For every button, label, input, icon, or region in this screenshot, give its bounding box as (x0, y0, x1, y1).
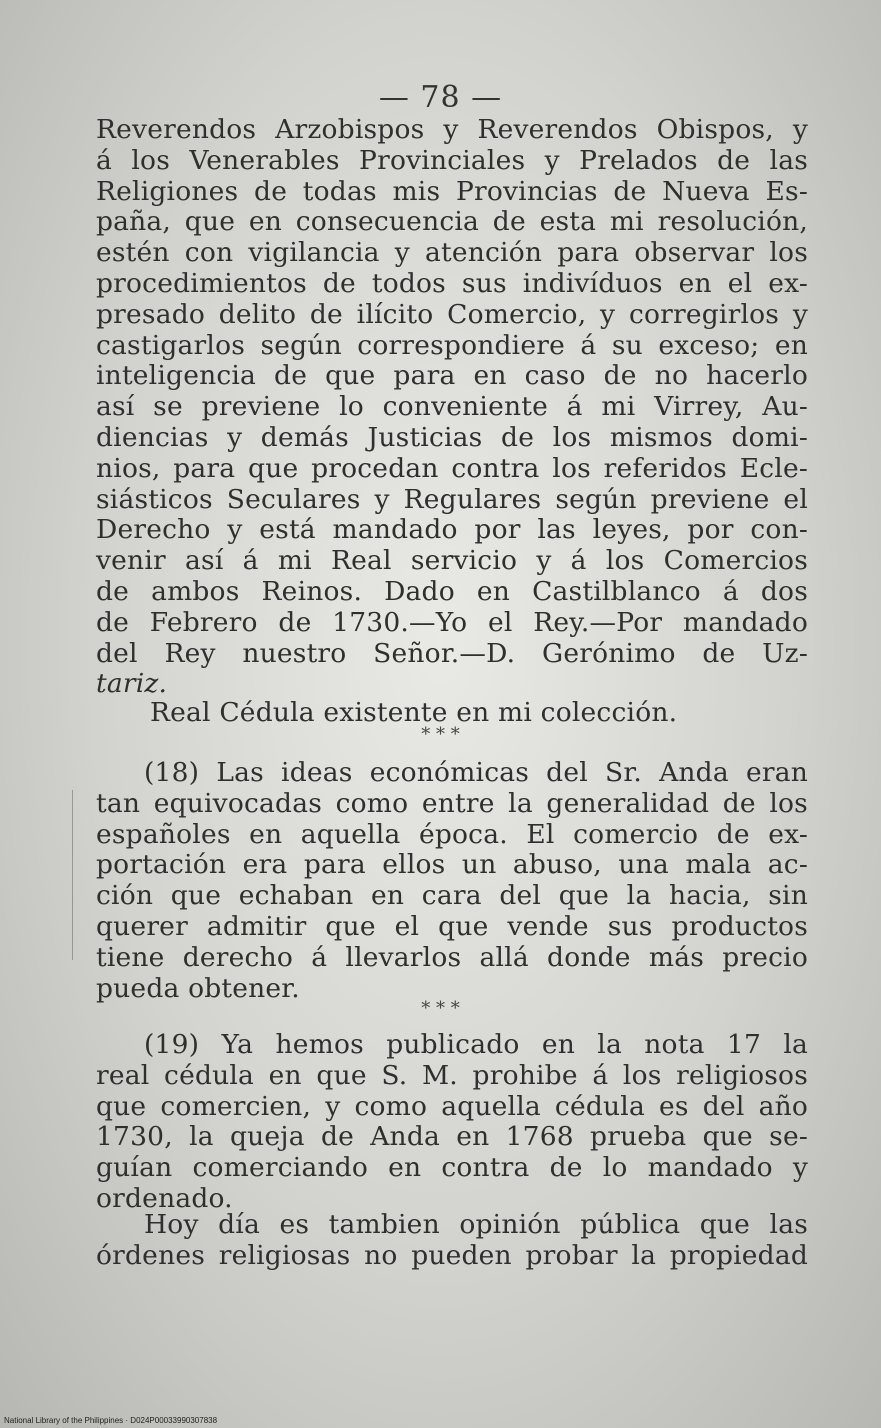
text-line: del Rey nuestro Señor.—D. Gerónimo de Uz- (96, 637, 808, 669)
text-line: pueda obtener. (96, 972, 300, 1004)
text-line: inteligencia de que para en caso de no hacerlo (96, 360, 808, 392)
text-line: de ambos Reinos. Dado en Castilblanco á dos (96, 575, 808, 607)
paragraph-note-18 (96, 758, 808, 1004)
paragraph-public-opinion (96, 1210, 808, 1272)
text-line: tiene derecho á llevarlos allá donde más precio (96, 941, 808, 973)
text-line: Real Cédula existente en mi colección. (150, 697, 678, 728)
text-line: tariz. (96, 668, 168, 700)
text-line: Religiones de todas mis Provincias de Nueva Es- (96, 175, 808, 207)
text-line: así se previene lo conveniente á mi Virrey, Au- (96, 391, 808, 423)
text-line: guían comerciando en contra de lo mandado y (96, 1152, 808, 1184)
text-line: presado delito de ilícito Comercio, y corregirlos y (96, 298, 808, 330)
paragraph-royal-decree (96, 115, 808, 700)
text-line: Derecho y está mandado por las leyes, por con- (96, 514, 808, 546)
text-line: Hoy día es tambien opinión pública que las (144, 1209, 808, 1240)
section-separator: * * * (421, 724, 460, 745)
footer-credit: National Library of the Philippines · D024P00033990307838 (4, 1416, 218, 1425)
text-line: Reverendos Arzobispos y Reverendos Obispos, y (96, 114, 808, 145)
text-line: diencias y demás Justicias de los mismos domi- (96, 421, 808, 453)
text-line: venir así á mi Real servicio y á los Comercios (96, 545, 808, 577)
text-line: españoles en aquella época. El comercio de ex- (96, 818, 808, 850)
margin-mark (72, 790, 73, 960)
text-line: paña, que en consecuencia de esta mi resolución, (96, 206, 808, 238)
text-line: á los Venerables Provinciales y Prelados de las (96, 144, 808, 176)
page-number: — 78 — (378, 80, 503, 115)
text-line: ordenado. (96, 1182, 233, 1214)
text-line: 1730, la queja de Anda en 1768 prueba que se- (96, 1121, 808, 1153)
text-line: portación era para ellos un abuso, una mala ac- (96, 849, 808, 881)
text-line: siásticos Seculares y Regulares según previene el (96, 483, 808, 515)
text-line: (19) Ya hemos publicado en la nota 17 la (144, 1029, 808, 1060)
text-line: estén con vigilancia y atención para observar los (96, 237, 808, 269)
text-line: que comercien, y como aquella cédula es del año (96, 1090, 808, 1122)
text-line: querer admitir que el que vende sus productos (96, 910, 808, 942)
text-line: castigarlos según correspondiere á su exceso; en (96, 329, 808, 361)
text-line: procedimientos de todos sus indivíduos en el ex- (96, 267, 808, 299)
section-separator: * * * (421, 998, 460, 1019)
text-line: de Febrero de 1730.—Yo el Rey.—Por mandado (96, 606, 808, 638)
text-line: tan equivocadas como entre la generalidad de los (96, 787, 808, 819)
paragraph-note-19 (96, 1030, 808, 1215)
text-line: nios, para que procedan contra los referidos Ecle- (96, 452, 808, 484)
text-line: ción que echaban en cara del que la hacia, sin (96, 880, 808, 912)
text-line: órdenes religiosas no pueden probar la propiedad (96, 1239, 808, 1271)
text-line: (18) Las ideas económicas del Sr. Anda eran (144, 757, 808, 788)
text-line: real cédula en que S. M. prohibe á los religiosos (96, 1059, 808, 1091)
